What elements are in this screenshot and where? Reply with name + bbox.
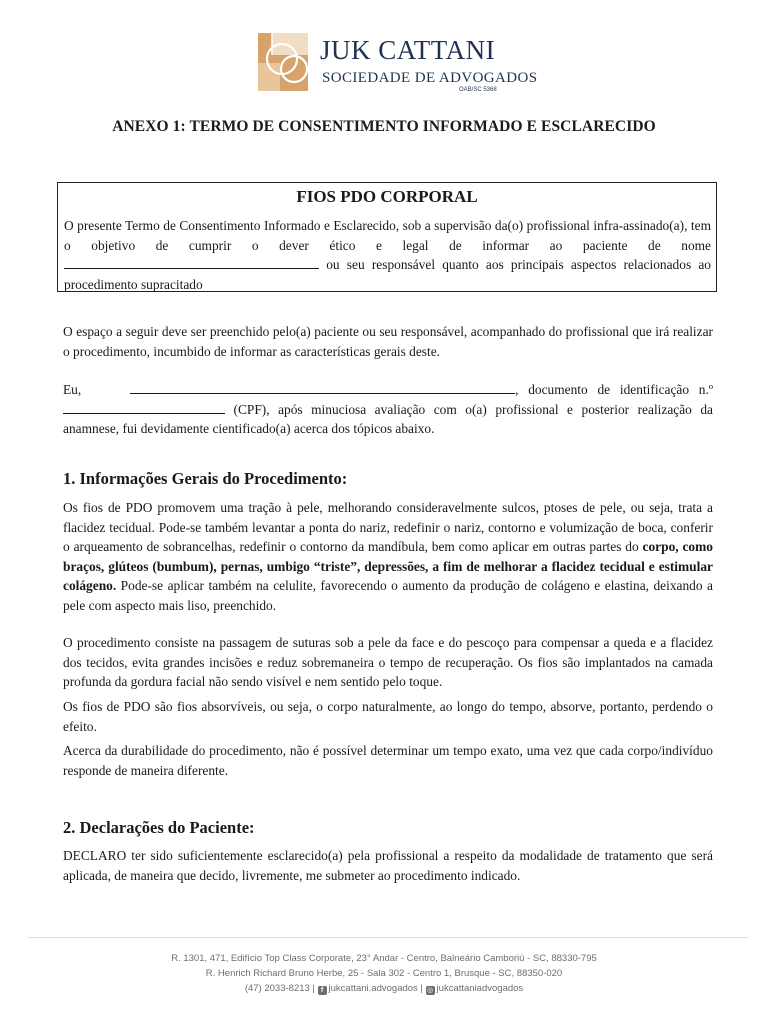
patient-name-blank[interactable] [130,381,515,394]
identity-doc: , documento de identificação n.º [515,382,714,397]
logo-subtitle: SOCIEDADE DE ADVOGADOS [322,70,538,86]
footer-address-2: R. Henrich Richard Bruno Herbe, 25 - Sala 302 - Centro 1, Brusque - SC, 88350-020 [205,968,563,979]
footer-instagram[interactable]: jukcattaniadvogados [436,983,524,994]
intro-paragraph: O espaço a seguir deve ser preenchido pelo(a) paciente ou seu responsável, acompanhado do profissional que irá realizar o procedimento, incumbido de informar as características gerais deste. [63,324,713,359]
footer-divider [28,937,748,938]
section1-heading: 1. Informações Gerais do Procedimento: [63,469,348,488]
facebook-icon: f [318,986,327,995]
procedure-intro-before: O presente Termo de Consentimento Informado e Esclarecido, sob a supervisão da(o) profissional infra-assinado(a), tem o objetivo de cumprir o dever ético e legal de informar ao paciente de nome [64,218,711,253]
identity-eu: Eu, [63,382,91,397]
identity-paragraph [63,380,713,439]
identity-rest: (CPF), após minuciosa avaliação com o(a) profissional e posterior realização da anamnese, fui devidamente cientificado(a) acerca dos tópicos abaixo. [63,401,713,436]
section1-paragraph1 [63,498,713,615]
procedure-title: FIOS PDO CORPORAL [296,187,478,206]
instagram-icon: ◎ [426,987,434,994]
logo-mark-icon [258,33,308,91]
procedure-intro-after: ou seu responsável quanto aos principais aspectos relacionados ao procedimento supracitado [64,257,711,292]
footer-address-1: R. 1301, 471, Edifício Top Class Corporate, 23° Andar - Centro, Balneário Camboriú - SC, 88330-795 [171,953,597,964]
logo-oab: OAB/SC 5368 [459,87,497,93]
footer-phone: (47) 2033-8213 | [244,983,315,994]
section1-paragraph2: O procedimento consiste na passagem de suturas sob a pele da face e do pescoço para compensar a queda e a flacidez dos tecidos, evita grandes incisões e reduz sobremaneira o tempo de recuperação. Os fios são implantados na camada profunda da gordura facial não sendo visível e nem sentido pelo toque. [63,635,713,689]
procedure-box [57,182,717,292]
annex-title: ANEXO 1: TERMO DE CONSENTIMENTO INFORMADO E ESCLARECIDO [112,118,656,135]
section1-paragraph4: Acerca da durabilidade do procedimento, não é possível determinar um tempo exato, uma vez que cada corpo/indivíduo responde de maneira diferente. [63,743,713,778]
patient-name-field[interactable] [64,256,319,269]
section1-paragraph3: Os fios de PDO são fios absorvíveis, ou seja, o corpo naturalmente, ao longo do tempo, absorve, portanto, perdendo o efeito. [63,699,713,734]
cpf-blank[interactable] [63,401,225,414]
procedure-intro-text [64,216,711,294]
section1-p1-bold: corpo, como braços, glúteos (bumbum), pernas, umbigo “triste”, depressões, a fim de melhorar a flacidez tecidual e estimular colágeno. [63,539,713,593]
section1-p1-b: Pode-se aplicar também na celulite, favorecendo o aumento da produção de colágeno e elastina, deixando a pele com aspecto mais liso, preenchido. [63,578,713,613]
logo-name: JUK CATTANI [320,35,496,65]
section2-heading: 2. Declarações do Paciente: [63,818,255,837]
section2-paragraph1: DECLARO ter sido suficientemente esclarecido(a) pela profissional a respeito da modalidade de tratamento que será aplicada, de maneira que decido, livremente, me submeter ao procedimento indicado. [63,848,713,883]
footer-contacts [0,983,768,995]
section1-p1-a: Os fios de PDO promovem uma tração à pele, melhorando consideravelmente sulcos, ptoses de pele, ou seja, trata a flacidez tecidual. Pode-se também levantar a ponta do nariz, redefinir o nariz, contorno e volumização de boca, conferir o arqueamento de sobrancelhas, redefinir o contorno da mandíbula, bem como aplicar em outras partes do [63,500,713,554]
footer-facebook[interactable]: jukcattani.advogados | [328,983,423,994]
company-logo [258,33,538,95]
